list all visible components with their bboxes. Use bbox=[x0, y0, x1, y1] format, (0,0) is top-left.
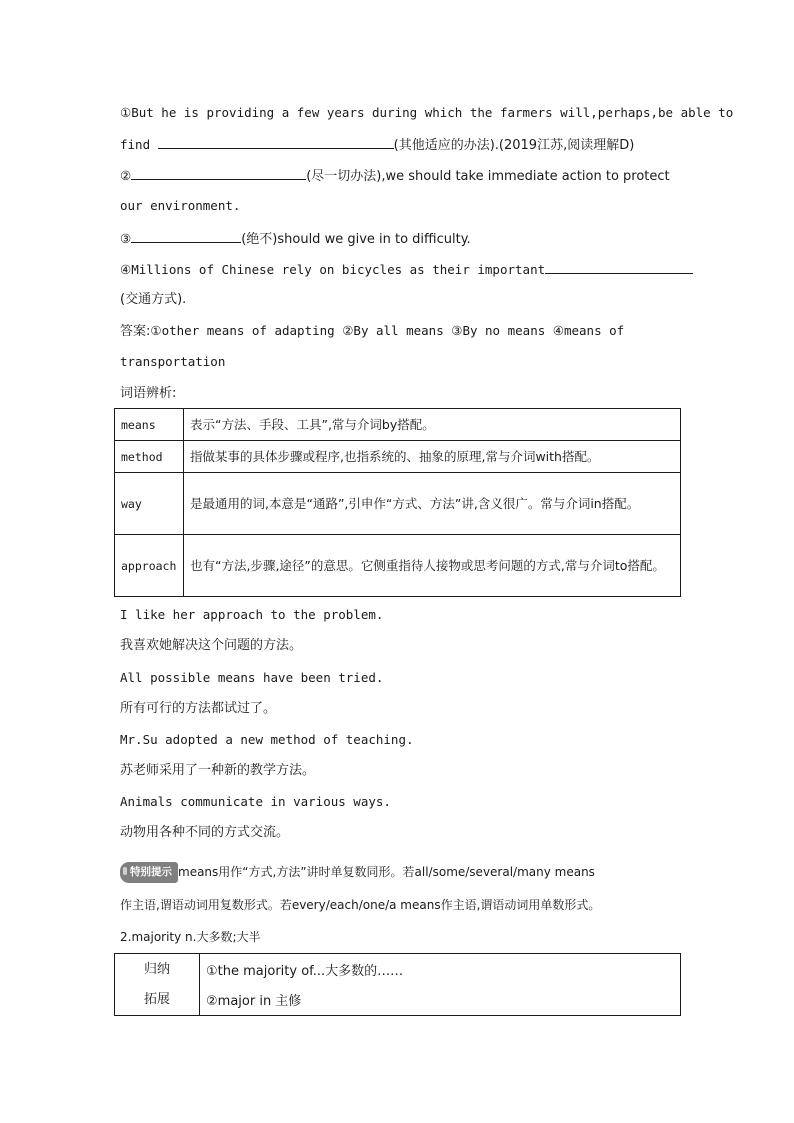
term-cell: means bbox=[115, 409, 184, 441]
summary-item-1: ①the majority of...大多数的…… bbox=[200, 954, 681, 985]
example-cn-4: 动物用各种不同的方式交流。 bbox=[120, 825, 290, 840]
section-2-heading: 2.majority n.大多数;大半 bbox=[120, 930, 261, 944]
example-en-3: Mr.Su adopted a new method of teaching. bbox=[120, 732, 414, 747]
exercise-q1-hint: (其他适应的办法).(2019江苏,阅读理解D) bbox=[393, 138, 635, 153]
word-comparison-table bbox=[114, 408, 681, 597]
table-row bbox=[115, 409, 681, 441]
term-cell: approach bbox=[115, 535, 184, 597]
exercise-q4-line2: (交通方式). bbox=[120, 292, 187, 307]
desc-cell: 表示“方法、手段、工具”,常与介词by搭配。 bbox=[184, 409, 681, 441]
exercise-q3-hint: (绝不)should we give in to difficulty. bbox=[241, 232, 471, 247]
desc-cell: 是最通用的词,本意是“通路”,引申作“方式、方法”讲,含义很广。常与介词in搭配。 bbox=[184, 473, 681, 535]
tip-text-1: means用作“方式,方法”讲时单复数同形。若all/some/several/many means bbox=[178, 865, 595, 879]
term-cell: way bbox=[115, 473, 184, 535]
analysis-title: 词语辨析: bbox=[120, 386, 177, 401]
exercise-q4-text: ④Millions of Chinese rely on bicycles as their important bbox=[120, 262, 546, 277]
table-row bbox=[115, 441, 681, 473]
answer-blank-3[interactable] bbox=[131, 229, 241, 243]
answer-line-2: transportation bbox=[120, 354, 226, 369]
table-row bbox=[115, 473, 681, 535]
table-row bbox=[115, 985, 681, 1016]
exercise-q2-line2: our environment. bbox=[120, 198, 241, 213]
term-cell: method bbox=[115, 441, 184, 473]
table-row bbox=[115, 535, 681, 597]
table-row bbox=[115, 954, 681, 985]
answer-blank-1[interactable] bbox=[158, 135, 394, 149]
exercise-q4-line1 bbox=[120, 260, 680, 279]
answer-blank-2[interactable] bbox=[131, 166, 306, 180]
answer-blank-4[interactable] bbox=[545, 260, 693, 274]
summary-label-2: 拓展 bbox=[143, 991, 170, 1007]
summary-label-cell bbox=[115, 954, 200, 1016]
answer-text-1: ①other means of adapting ②By all means ③By no means ④means of bbox=[150, 323, 625, 338]
majority-summary-table bbox=[114, 953, 681, 1016]
example-cn-1: 我喜欢她解决这个问题的方法。 bbox=[120, 638, 303, 653]
exercise-q1-find: find bbox=[120, 137, 151, 152]
summary-item-2: ②major in 主修 bbox=[200, 985, 681, 1016]
desc-cell: 指做某事的具体步骤或程序,也指系统的、抽象的原理,常与介词with搭配。 bbox=[184, 441, 681, 473]
exercise-q1-line1: ①But he is providing a few years during which the farmers will,perhaps,be able to bbox=[120, 105, 734, 120]
exercise-q3-num: ③ bbox=[120, 231, 132, 246]
example-en-2: All possible means have been tried. bbox=[120, 670, 384, 685]
exercise-q2-num: ② bbox=[120, 168, 132, 183]
tip-line-1 bbox=[120, 862, 680, 883]
example-cn-3: 苏老师采用了一种新的教学方法。 bbox=[120, 763, 316, 778]
exercise-q1-line2 bbox=[120, 135, 680, 155]
example-cn-2: 所有可行的方法都试过了。 bbox=[120, 701, 277, 716]
answer-label: 答案: bbox=[120, 324, 151, 339]
exercise-q2-hint: (尽一切办法),we should take immediate action to protect bbox=[306, 169, 670, 184]
example-en-4: Animals communicate in various ways. bbox=[120, 794, 391, 809]
summary-label-1: 归纳 bbox=[143, 961, 170, 977]
exercise-q3-line bbox=[120, 229, 680, 249]
tip-line-2: 作主语,谓语动词用复数形式。若every/each/one/a means作主语,谓语动词用单数形式。 bbox=[120, 898, 601, 912]
exercise-q2-line1 bbox=[120, 166, 680, 186]
answer-line-1 bbox=[120, 322, 680, 341]
example-en-1: I like her approach to the problem. bbox=[120, 607, 384, 622]
desc-cell: 也有“方法,步骤,途径”的意思。它侧重指待人接物或思考问题的方式,常与介词to搭配。 bbox=[184, 535, 681, 597]
tip-badge: 特别提示 bbox=[120, 862, 178, 883]
